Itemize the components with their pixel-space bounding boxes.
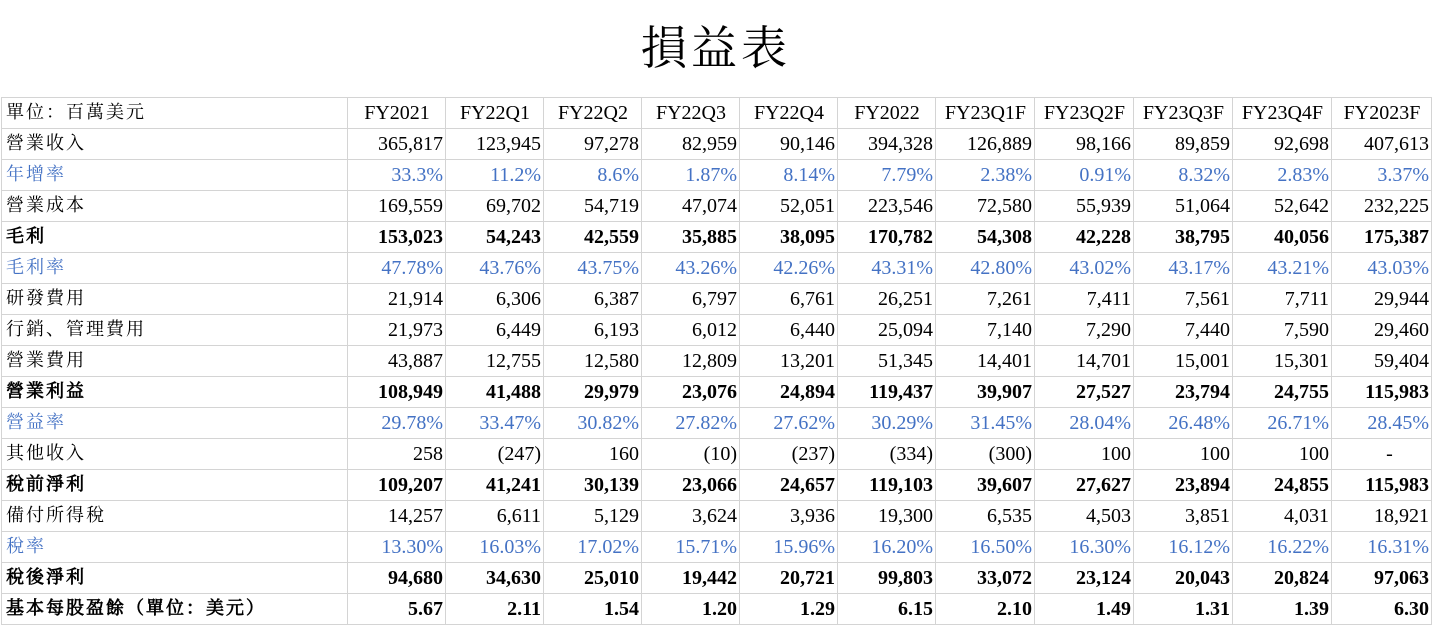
table-row: [2, 377, 1432, 408]
table-cell: 223,546: [838, 191, 936, 222]
table-row: [2, 408, 1432, 439]
table-cell: 43.31%: [838, 253, 936, 284]
table-row: [2, 253, 1432, 284]
row-label: 營業費用: [2, 346, 348, 377]
table-body: [2, 98, 1432, 625]
table-cell: 42.26%: [740, 253, 838, 284]
table-cell: 7,440: [1134, 315, 1233, 346]
table-cell: 6,611: [446, 501, 544, 532]
table-cell: 2.10: [936, 594, 1035, 625]
table-cell: 232,225: [1332, 191, 1432, 222]
table-cell: 89,859: [1134, 129, 1233, 160]
table-cell: 7,290: [1035, 315, 1134, 346]
table-cell: 69,702: [446, 191, 544, 222]
table-cell: 119,103: [838, 470, 936, 501]
table-cell: 27.62%: [740, 408, 838, 439]
row-label: 研發費用: [2, 284, 348, 315]
table-cell: 13.30%: [348, 532, 446, 563]
table-cell: 55,939: [1035, 191, 1134, 222]
table-cell: (10): [642, 439, 740, 470]
row-label: 稅率: [2, 532, 348, 563]
table-cell: 2.11: [446, 594, 544, 625]
table-cell: 27,627: [1035, 470, 1134, 501]
table-cell: 6,387: [544, 284, 642, 315]
table-cell: 94,680: [348, 563, 446, 594]
table-cell: 407,613: [1332, 129, 1432, 160]
column-header: FY23Q2F: [1035, 98, 1134, 129]
row-label: 稅後淨利: [2, 563, 348, 594]
table-cell: (334): [838, 439, 936, 470]
table-cell: 43.75%: [544, 253, 642, 284]
table-cell: 4,031: [1233, 501, 1332, 532]
table-cell: 100: [1233, 439, 1332, 470]
table-cell: 7,561: [1134, 284, 1233, 315]
column-header: FY23Q1F: [936, 98, 1035, 129]
table-cell: 2.38%: [936, 160, 1035, 191]
table-cell: 99,803: [838, 563, 936, 594]
table-cell: 7,711: [1233, 284, 1332, 315]
table-cell: 29,944: [1332, 284, 1432, 315]
table-row: [2, 160, 1432, 191]
header-row: [2, 98, 1432, 129]
table-cell: 43.26%: [642, 253, 740, 284]
row-label: 其他收入: [2, 439, 348, 470]
table-cell: 26.71%: [1233, 408, 1332, 439]
table-cell: 3.37%: [1332, 160, 1432, 191]
table-row: [2, 191, 1432, 222]
table-cell: 33.3%: [348, 160, 446, 191]
table-cell: 72,580: [936, 191, 1035, 222]
table-cell: 20,043: [1134, 563, 1233, 594]
page-title: 損益表: [641, 21, 791, 75]
row-label: 備付所得稅: [2, 501, 348, 532]
table-cell: 108,949: [348, 377, 446, 408]
table-cell: 1.29: [740, 594, 838, 625]
table-cell: 43.21%: [1233, 253, 1332, 284]
table-row: [2, 129, 1432, 160]
table-cell: 51,345: [838, 346, 936, 377]
table-cell: 16.03%: [446, 532, 544, 563]
table-cell: 33.47%: [446, 408, 544, 439]
table-cell: 14,257: [348, 501, 446, 532]
table-cell: 18,921: [1332, 501, 1432, 532]
table-cell: 12,580: [544, 346, 642, 377]
table-cell: 5.67: [348, 594, 446, 625]
table-cell: 7.79%: [838, 160, 936, 191]
table-cell: 6,440: [740, 315, 838, 346]
row-label: 營業收入: [2, 129, 348, 160]
table-cell: 394,328: [838, 129, 936, 160]
table-cell: 38,795: [1134, 222, 1233, 253]
table-row: [2, 563, 1432, 594]
table-cell: 24,657: [740, 470, 838, 501]
table-row: [2, 501, 1432, 532]
table-cell: 25,094: [838, 315, 936, 346]
table-cell: 115,983: [1332, 470, 1432, 501]
unit-label: 單位：百萬美元: [2, 98, 348, 129]
table-cell: 28.45%: [1332, 408, 1432, 439]
table-cell: 6,797: [642, 284, 740, 315]
table-cell: 24,855: [1233, 470, 1332, 501]
row-label: 基本每股盈餘（單位：美元）: [2, 594, 348, 625]
table-cell: 23,066: [642, 470, 740, 501]
table-cell: 27,527: [1035, 377, 1134, 408]
table-cell: 27.82%: [642, 408, 740, 439]
table-cell: 8.6%: [544, 160, 642, 191]
row-label: 營業利益: [2, 377, 348, 408]
table-cell: 30.29%: [838, 408, 936, 439]
row-label: 營業成本: [2, 191, 348, 222]
table-cell: 15.71%: [642, 532, 740, 563]
table-cell: 8.32%: [1134, 160, 1233, 191]
table-row: [2, 222, 1432, 253]
table-cell: 26.48%: [1134, 408, 1233, 439]
table-row: [2, 284, 1432, 315]
table-cell: 16.31%: [1332, 532, 1432, 563]
table-cell: 39,607: [936, 470, 1035, 501]
table-cell: 20,721: [740, 563, 838, 594]
row-label: 稅前淨利: [2, 470, 348, 501]
table-cell: 100: [1035, 439, 1134, 470]
table-row: [2, 346, 1432, 377]
table-cell: 115,983: [1332, 377, 1432, 408]
table-cell: 16.22%: [1233, 532, 1332, 563]
table-cell: 1.31: [1134, 594, 1233, 625]
table-cell: 43.76%: [446, 253, 544, 284]
table-cell: 7,590: [1233, 315, 1332, 346]
table-cell: 21,914: [348, 284, 446, 315]
table-cell: 38,095: [740, 222, 838, 253]
table-cell: 3,936: [740, 501, 838, 532]
table-cell: 23,124: [1035, 563, 1134, 594]
table-row: [2, 439, 1432, 470]
table-cell: 6,193: [544, 315, 642, 346]
column-header: FY22Q2: [544, 98, 642, 129]
column-header: FY2021: [348, 98, 446, 129]
table-cell: 92,698: [1233, 129, 1332, 160]
column-header: FY22Q1: [446, 98, 544, 129]
table-cell: 30,139: [544, 470, 642, 501]
table-cell: 16.30%: [1035, 532, 1134, 563]
table-cell: 160: [544, 439, 642, 470]
table-cell: 13,201: [740, 346, 838, 377]
column-header: FY23Q3F: [1134, 98, 1233, 129]
row-label: 毛利: [2, 222, 348, 253]
column-header: FY2022: [838, 98, 936, 129]
table-cell: 26,251: [838, 284, 936, 315]
table-cell: 14,401: [936, 346, 1035, 377]
table-cell: 41,488: [446, 377, 544, 408]
table-cell: 41,241: [446, 470, 544, 501]
table-cell: 90,146: [740, 129, 838, 160]
table-cell: 6,761: [740, 284, 838, 315]
table-cell: 43.02%: [1035, 253, 1134, 284]
table-cell: 170,782: [838, 222, 936, 253]
table-cell: 109,207: [348, 470, 446, 501]
column-header: FY22Q3: [642, 98, 740, 129]
table-cell: 54,243: [446, 222, 544, 253]
table-cell: 35,885: [642, 222, 740, 253]
table-cell: 30.82%: [544, 408, 642, 439]
table-cell: 15.96%: [740, 532, 838, 563]
row-label: 行銷、管理費用: [2, 315, 348, 346]
table-cell: 42.80%: [936, 253, 1035, 284]
column-header: FY23Q4F: [1233, 98, 1332, 129]
table-row: [2, 470, 1432, 501]
row-label: 年增率: [2, 160, 348, 191]
table-cell: 34,630: [446, 563, 544, 594]
table-row: [2, 315, 1432, 346]
table-cell: (300): [936, 439, 1035, 470]
column-header: FY22Q4: [740, 98, 838, 129]
table-cell: 54,308: [936, 222, 1035, 253]
table-cell: 3,851: [1134, 501, 1233, 532]
table-cell: 1.49: [1035, 594, 1134, 625]
table-cell: 6,306: [446, 284, 544, 315]
table-cell: 17.02%: [544, 532, 642, 563]
table-cell: 19,300: [838, 501, 936, 532]
table-cell: 123,945: [446, 129, 544, 160]
table-cell: 52,051: [740, 191, 838, 222]
table-cell: 39,907: [936, 377, 1035, 408]
table-cell: 54,719: [544, 191, 642, 222]
table-cell: 43,887: [348, 346, 446, 377]
table-cell: -: [1332, 439, 1432, 470]
row-label: 營益率: [2, 408, 348, 439]
table-cell: 0.91%: [1035, 160, 1134, 191]
table-cell: 29,979: [544, 377, 642, 408]
table-cell: 119,437: [838, 377, 936, 408]
income-statement-table: [1, 97, 1432, 625]
table-cell: 7,261: [936, 284, 1035, 315]
table-cell: 6,449: [446, 315, 544, 346]
table-cell: 12,809: [642, 346, 740, 377]
table-cell: 16.50%: [936, 532, 1035, 563]
table-cell: 153,023: [348, 222, 446, 253]
table-cell: 5,129: [544, 501, 642, 532]
table-cell: 29,460: [1332, 315, 1432, 346]
table-cell: 15,001: [1134, 346, 1233, 377]
table-cell: 40,056: [1233, 222, 1332, 253]
table-cell: 24,894: [740, 377, 838, 408]
table-cell: 23,794: [1134, 377, 1233, 408]
table-cell: 365,817: [348, 129, 446, 160]
table-cell: 100: [1134, 439, 1233, 470]
table-cell: 6.15: [838, 594, 936, 625]
table-cell: 21,973: [348, 315, 446, 346]
column-header: FY2023F: [1332, 98, 1432, 129]
table-cell: 52,642: [1233, 191, 1332, 222]
table-cell: 42,559: [544, 222, 642, 253]
table-cell: (247): [446, 439, 544, 470]
table-row: [2, 532, 1432, 563]
table-cell: 2.83%: [1233, 160, 1332, 191]
table-cell: 12,755: [446, 346, 544, 377]
table-cell: 51,064: [1134, 191, 1233, 222]
row-label: 毛利率: [2, 253, 348, 284]
table-cell: 15,301: [1233, 346, 1332, 377]
table-cell: 31.45%: [936, 408, 1035, 439]
table-cell: 16.20%: [838, 532, 936, 563]
table-cell: 28.04%: [1035, 408, 1134, 439]
table-cell: 3,624: [642, 501, 740, 532]
table-cell: 19,442: [642, 563, 740, 594]
table-cell: 1.39: [1233, 594, 1332, 625]
table-cell: 23,894: [1134, 470, 1233, 501]
table-cell: 1.54: [544, 594, 642, 625]
table-cell: 14,701: [1035, 346, 1134, 377]
table-cell: 175,387: [1332, 222, 1432, 253]
table-row: [2, 594, 1432, 625]
table-cell: 126,889: [936, 129, 1035, 160]
table-cell: 6,535: [936, 501, 1035, 532]
table-cell: 6.30: [1332, 594, 1432, 625]
table-cell: 4,503: [1035, 501, 1134, 532]
table-cell: 169,559: [348, 191, 446, 222]
table-cell: 24,755: [1233, 377, 1332, 408]
table-cell: 43.17%: [1134, 253, 1233, 284]
table-cell: 59,404: [1332, 346, 1432, 377]
table-cell: 43.03%: [1332, 253, 1432, 284]
table-cell: 258: [348, 439, 446, 470]
table-cell: 7,411: [1035, 284, 1134, 315]
table-cell: 98,166: [1035, 129, 1134, 160]
table-cell: 23,076: [642, 377, 740, 408]
table-cell: 11.2%: [446, 160, 544, 191]
table-cell: 47.78%: [348, 253, 446, 284]
table-cell: 47,074: [642, 191, 740, 222]
table-cell: 82,959: [642, 129, 740, 160]
table-cell: 1.87%: [642, 160, 740, 191]
table-cell: 97,063: [1332, 563, 1432, 594]
table-cell: 97,278: [544, 129, 642, 160]
table-cell: 6,012: [642, 315, 740, 346]
table-cell: 7,140: [936, 315, 1035, 346]
table-cell: 1.20: [642, 594, 740, 625]
table-cell: 33,072: [936, 563, 1035, 594]
table-cell: 16.12%: [1134, 532, 1233, 563]
table-cell: (237): [740, 439, 838, 470]
table-cell: 8.14%: [740, 160, 838, 191]
table-cell: 20,824: [1233, 563, 1332, 594]
table-cell: 29.78%: [348, 408, 446, 439]
table-cell: 25,010: [544, 563, 642, 594]
table-cell: 42,228: [1035, 222, 1134, 253]
